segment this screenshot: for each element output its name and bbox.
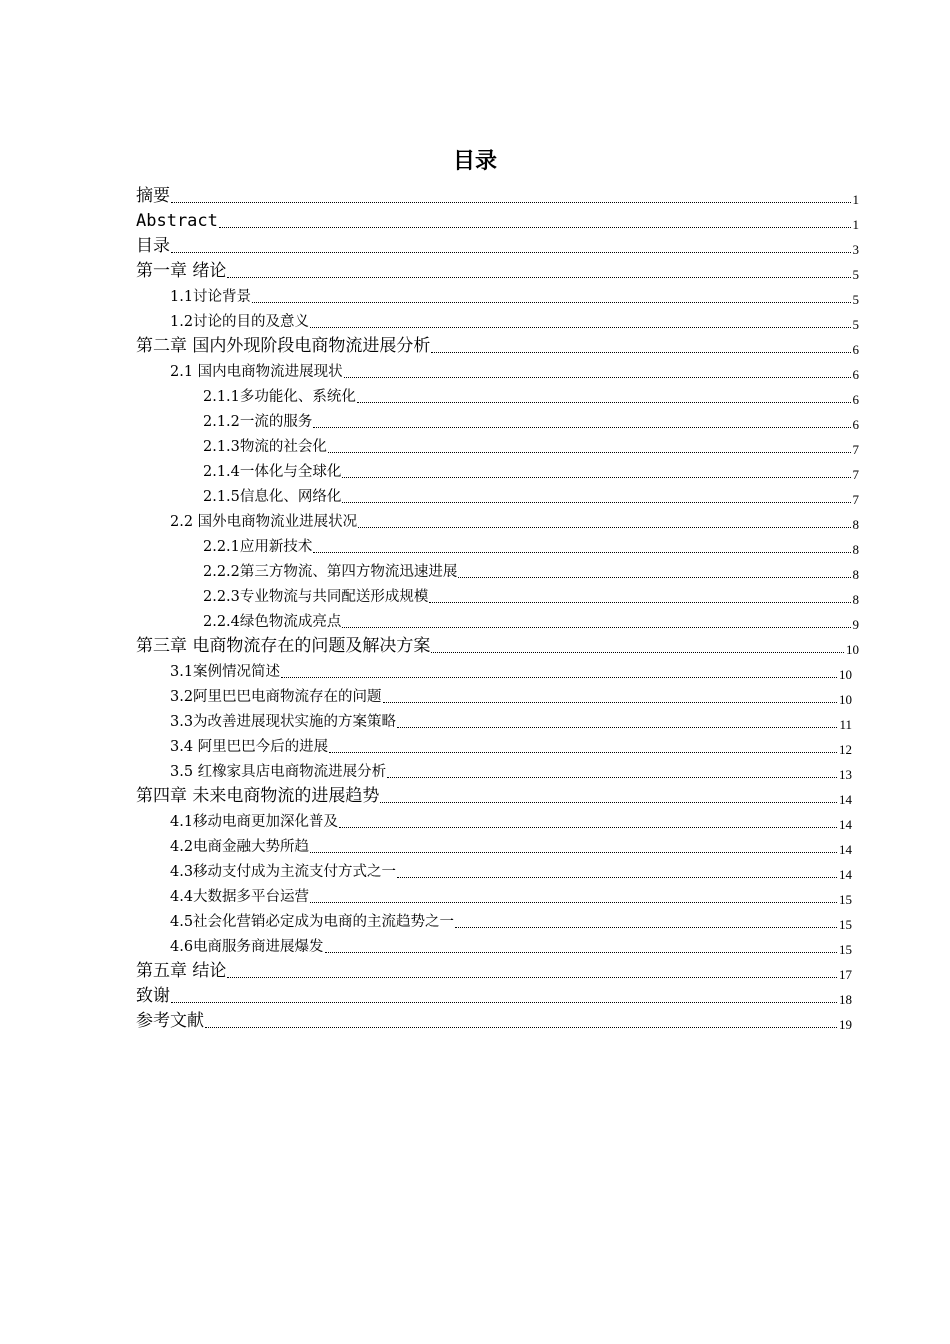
toc-entry-label: 摘要 (136, 186, 170, 206)
toc-entry-page: 3 (852, 242, 859, 257)
toc-entry[interactable] (136, 1008, 852, 1032)
dot-leader (342, 626, 850, 628)
toc-entry[interactable] (170, 358, 859, 382)
toc-entry-label: 第一章 绪论 (136, 261, 227, 281)
toc-entry-page: 18 (839, 992, 852, 1007)
toc-entry-label: 4.4大数据多平台运营 (170, 889, 310, 905)
toc-entry[interactable] (170, 708, 852, 732)
toc-entry-page: 13 (839, 767, 852, 782)
toc-entry-page: 15 (839, 917, 852, 932)
toc-entry-label: 2.1.2一流的服务 (203, 414, 313, 430)
toc-entry[interactable] (170, 758, 852, 782)
dot-leader (358, 526, 850, 528)
toc-entry-page: 14 (839, 792, 852, 807)
dot-leader (342, 476, 850, 478)
toc-entry-page: 10 (839, 667, 852, 682)
toc-entry[interactable] (203, 608, 859, 632)
toc-entry[interactable] (203, 583, 859, 607)
toc-entry-page: 5 (852, 292, 859, 307)
toc-entry-page: 10 (846, 642, 859, 657)
dot-leader (219, 226, 851, 228)
dot-leader (310, 901, 837, 903)
toc-entry-label: 2.1.3物流的社会化 (203, 439, 327, 455)
toc-entry-page: 1 (852, 217, 859, 232)
toc-entry[interactable] (203, 383, 859, 407)
toc-entry[interactable] (170, 833, 852, 857)
dot-leader (339, 826, 837, 828)
toc-entry-label: 目录 (136, 236, 170, 256)
toc-entry[interactable] (170, 658, 852, 682)
toc-entry-page: 6 (852, 342, 859, 357)
toc-entry[interactable] (170, 283, 859, 307)
toc-entry-page: 6 (852, 392, 859, 407)
toc-entry[interactable] (136, 233, 859, 257)
toc-entry[interactable] (203, 458, 859, 482)
dot-leader (227, 276, 850, 278)
toc-entry-page: 1 (852, 192, 859, 207)
dot-leader (431, 651, 844, 653)
dot-leader (313, 551, 850, 553)
toc-entry-page: 14 (839, 817, 852, 832)
dot-leader (171, 251, 851, 253)
toc-entry[interactable] (136, 183, 859, 207)
toc-entry[interactable] (203, 533, 859, 557)
dot-leader (397, 876, 837, 878)
toc-entry-label: 3.2阿里巴巴电商物流存在的问题 (170, 689, 382, 705)
toc-entry[interactable] (203, 433, 859, 457)
toc-entry-label: 2.2.4绿色物流成亮点 (203, 614, 342, 630)
toc-entry-page: 9 (852, 617, 859, 632)
toc-entry-page: 6 (852, 417, 859, 432)
toc-entry[interactable] (136, 783, 852, 807)
toc-entry[interactable] (170, 683, 852, 707)
dot-leader (431, 351, 850, 353)
toc-entry[interactable] (170, 508, 859, 532)
toc-entry-page: 5 (852, 317, 859, 332)
toc-entry-label: 3.1案例情况简述 (170, 664, 281, 680)
toc-entry[interactable] (203, 483, 859, 507)
dot-leader (380, 801, 837, 803)
dot-leader (252, 301, 850, 303)
toc-entry[interactable] (136, 633, 859, 657)
dot-leader (429, 601, 850, 603)
toc-entry[interactable] (136, 983, 852, 1007)
dot-leader (342, 501, 850, 503)
dot-leader (328, 451, 851, 453)
toc-entry-label: 第五章 结论 (136, 961, 227, 981)
toc-entry-page: 6 (852, 367, 859, 382)
toc-entry-label: 2.2.1应用新技术 (203, 539, 313, 555)
toc-entry-label: 第四章 未来电商物流的进展趋势 (136, 786, 380, 806)
toc-entry-label: 致谢 (136, 986, 170, 1006)
dot-leader (171, 1001, 837, 1003)
dot-leader (344, 376, 851, 378)
toc-entry-label: 2.1.5信息化、网络化 (203, 489, 342, 505)
dot-leader (397, 726, 837, 728)
dot-leader (313, 426, 850, 428)
toc-entry[interactable] (203, 408, 859, 432)
toc-entry-page: 8 (852, 542, 859, 557)
toc-entry-page: 7 (852, 442, 859, 457)
toc-entry-label: 4.1移动电商更加深化普及 (170, 814, 339, 830)
dot-leader (329, 751, 837, 753)
toc-entry-label: 4.2电商金融大势所趋 (170, 839, 310, 855)
toc-entry-page: 7 (852, 492, 859, 507)
dot-leader (205, 1026, 837, 1028)
toc-entry[interactable] (170, 883, 852, 907)
toc-entry-label: 第二章 国内外现阶段电商物流进展分析 (136, 336, 431, 356)
toc-entry-page: 14 (839, 867, 852, 882)
dot-leader (455, 926, 837, 928)
toc-entry-label: 1.1讨论背景 (170, 289, 252, 305)
toc-entry-label: 2.2.2第三方物流、第四方物流迅速进展 (203, 564, 458, 580)
toc-entry-page: 8 (852, 592, 859, 607)
dot-leader (310, 326, 850, 328)
toc-entry-page: 15 (839, 942, 852, 957)
toc-entry-label: 2.1 国内电商物流进展现状 (170, 364, 343, 380)
toc-entry-page: 12 (839, 742, 852, 757)
toc-entry-label: 4.6电商服务商进展爆发 (170, 939, 324, 955)
dot-leader (171, 201, 851, 203)
toc-entry[interactable] (170, 808, 852, 832)
toc-entry-page: 14 (839, 842, 852, 857)
toc-entry-label: 4.3移动支付成为主流支付方式之一 (170, 864, 397, 880)
toc-entry-page: 19 (839, 1017, 852, 1032)
toc-entry-page: 5 (852, 267, 859, 282)
toc-entry-page: 8 (852, 567, 859, 582)
toc-entry-label: 2.2 国外电商物流业进展状况 (170, 514, 358, 530)
toc-entry[interactable] (136, 258, 859, 282)
toc-entry[interactable] (136, 958, 852, 982)
toc-entry[interactable] (170, 308, 859, 332)
toc-entry-label: 4.5社会化营销必定成为电商的主流趋势之一 (170, 914, 455, 930)
toc-entry-label: 2.2.3专业物流与共同配送形成规模 (203, 589, 429, 605)
toc-entry-page: 8 (852, 517, 859, 532)
toc-entry[interactable] (170, 908, 852, 932)
toc-entry-label: 1.2讨论的目的及意义 (170, 314, 310, 330)
toc-entry-label: 第三章 电商物流存在的问题及解决方案 (136, 636, 431, 656)
toc-entry-label: Abstract (136, 211, 218, 231)
dot-leader (227, 976, 837, 978)
dot-leader (383, 701, 837, 703)
toc-entry-page: 10 (839, 692, 852, 707)
toc-entry[interactable] (136, 333, 859, 357)
toc-entry[interactable] (203, 558, 859, 582)
toc-entry-label: 3.3为改善进展现状实施的方案策略 (170, 714, 397, 730)
toc-entry-page: 7 (852, 467, 859, 482)
toc-entry[interactable] (170, 933, 852, 957)
toc-entry-page: 11 (839, 717, 852, 732)
toc-entry[interactable] (136, 208, 859, 232)
toc-entry-page: 17 (839, 967, 852, 982)
dot-leader (387, 776, 837, 778)
toc-entry-label: 3.4 阿里巴巴今后的进展 (170, 739, 329, 755)
toc-entry[interactable] (170, 858, 852, 882)
toc-entry-page: 15 (839, 892, 852, 907)
toc-entry-label: 2.1.1多功能化、系统化 (203, 389, 356, 405)
toc-entry-label: 参考文献 (136, 1011, 204, 1031)
dot-leader (281, 676, 837, 678)
dot-leader (458, 576, 850, 578)
dot-leader (357, 401, 851, 403)
toc-title: 目录 (452, 149, 497, 174)
toc-entry[interactable] (170, 733, 852, 757)
dot-leader (310, 851, 837, 853)
toc-entry-label: 3.5 红橡家具店电商物流进展分析 (170, 764, 387, 780)
toc-entry-label: 2.1.4一体化与全球化 (203, 464, 342, 480)
dot-leader (325, 951, 837, 953)
